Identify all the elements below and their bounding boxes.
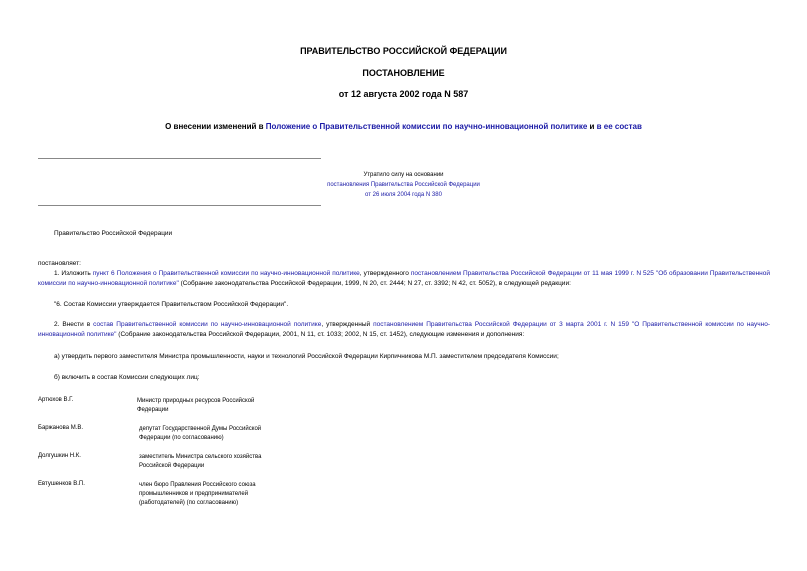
p1-post: (Собрание законодательства Российской Федерации, 1999, N 20, ст. 2444; N 27, ст. 3392; N 42, ст. 5052), в следующей редакции: (178, 280, 571, 287)
member-name: Евтушенков В.П. (38, 481, 85, 487)
p2-post: (Собрание законодательства Российской Федерации, 2001, N 11, ст. 1033; 2002, N 15, ст. 1452), следующие изменения и дополнения: (116, 331, 525, 338)
status-link-date[interactable]: от 26 июля 2004 года N 380 (365, 192, 442, 198)
paragraph-1-quote: "6. Состав Комиссии утверждается Правительством Российской Федерации". (54, 301, 289, 308)
divider-top (38, 158, 321, 159)
member-position: депутат Государственной Думы Российской Федерации (по согласованию) (139, 426, 262, 441)
document-type: ПОСТАНОВЛЕНИЕ (362, 68, 445, 78)
title-prefix: О внесении изменений в (165, 122, 266, 131)
p1-pre: 1. Изложить (54, 270, 93, 277)
member-name: Долгушкин Н.К. (38, 453, 81, 459)
member-name: Артюхов В.Г. (38, 397, 74, 403)
divider-bottom (38, 205, 321, 206)
p2-link-composition[interactable]: состав Правительственной комиссии по научно-инновационной политике (93, 321, 322, 328)
paragraph-1 (38, 269, 770, 289)
item-a: а) утвердить первого заместителя Министра промышленности, науки и технологий Российской Федерации Кирпичникова М.П. заместителем председателя Комиссии; (54, 353, 559, 360)
member-position: Министр природных ресурсов Российской Федерации (137, 398, 255, 413)
p2-mid: , утвержденный (321, 321, 374, 328)
status-line-1: Утратило силу на основании (363, 172, 444, 178)
member-position: заместитель Министра сельского хозяйства Российской Федерации (139, 454, 262, 469)
title-link-composition[interactable]: в ее состав (596, 122, 642, 131)
p2-link-decree[interactable]: постановлением Правительства Российской Федерации от 3 марта 2001 г. N 159 "О Правительственной комиссии по научно-инновационной политике" (38, 321, 770, 338)
government-heading: ПРАВИТЕЛЬСТВО РОССИЙСКОЙ ФЕДЕРАЦИИ (300, 46, 507, 56)
p1-mid: , утвержденного (359, 270, 411, 277)
decrees-text: постановляет: (38, 260, 81, 267)
status-link-decree[interactable]: постановления Правительства Российской Федерации (327, 182, 480, 188)
title-middle: и (587, 122, 597, 131)
member-position: член бюро Правления Российского союза промышленников и предпринимателей (работодателей) (по согласованию) (139, 482, 256, 506)
intro-text: Правительство Российской Федерации (54, 230, 173, 237)
title-link-regulation[interactable]: Положение о Правительственной комиссии по научно-инновационной политике (265, 122, 588, 131)
p2-pre: 2. Внести в (54, 321, 94, 328)
p1-link-clause[interactable]: пункт 6 Положения о Правительственной комиссии по научно-инновационной политике (92, 270, 360, 277)
document-title (0, 121, 807, 132)
member-name: Баржанова М.В. (38, 425, 84, 431)
paragraph-2 (38, 320, 770, 340)
document-date-number: от 12 августа 2002 года N 587 (338, 89, 469, 99)
p1-link-decree[interactable]: постановлением Правительства Российской Федерации от 11 мая 1999 г. N 525 "Об образовании Правительственной комиссии по научно-инновационной политике" (38, 270, 770, 287)
item-b: б) включить в состав Комиссии следующих лиц: (54, 374, 200, 381)
